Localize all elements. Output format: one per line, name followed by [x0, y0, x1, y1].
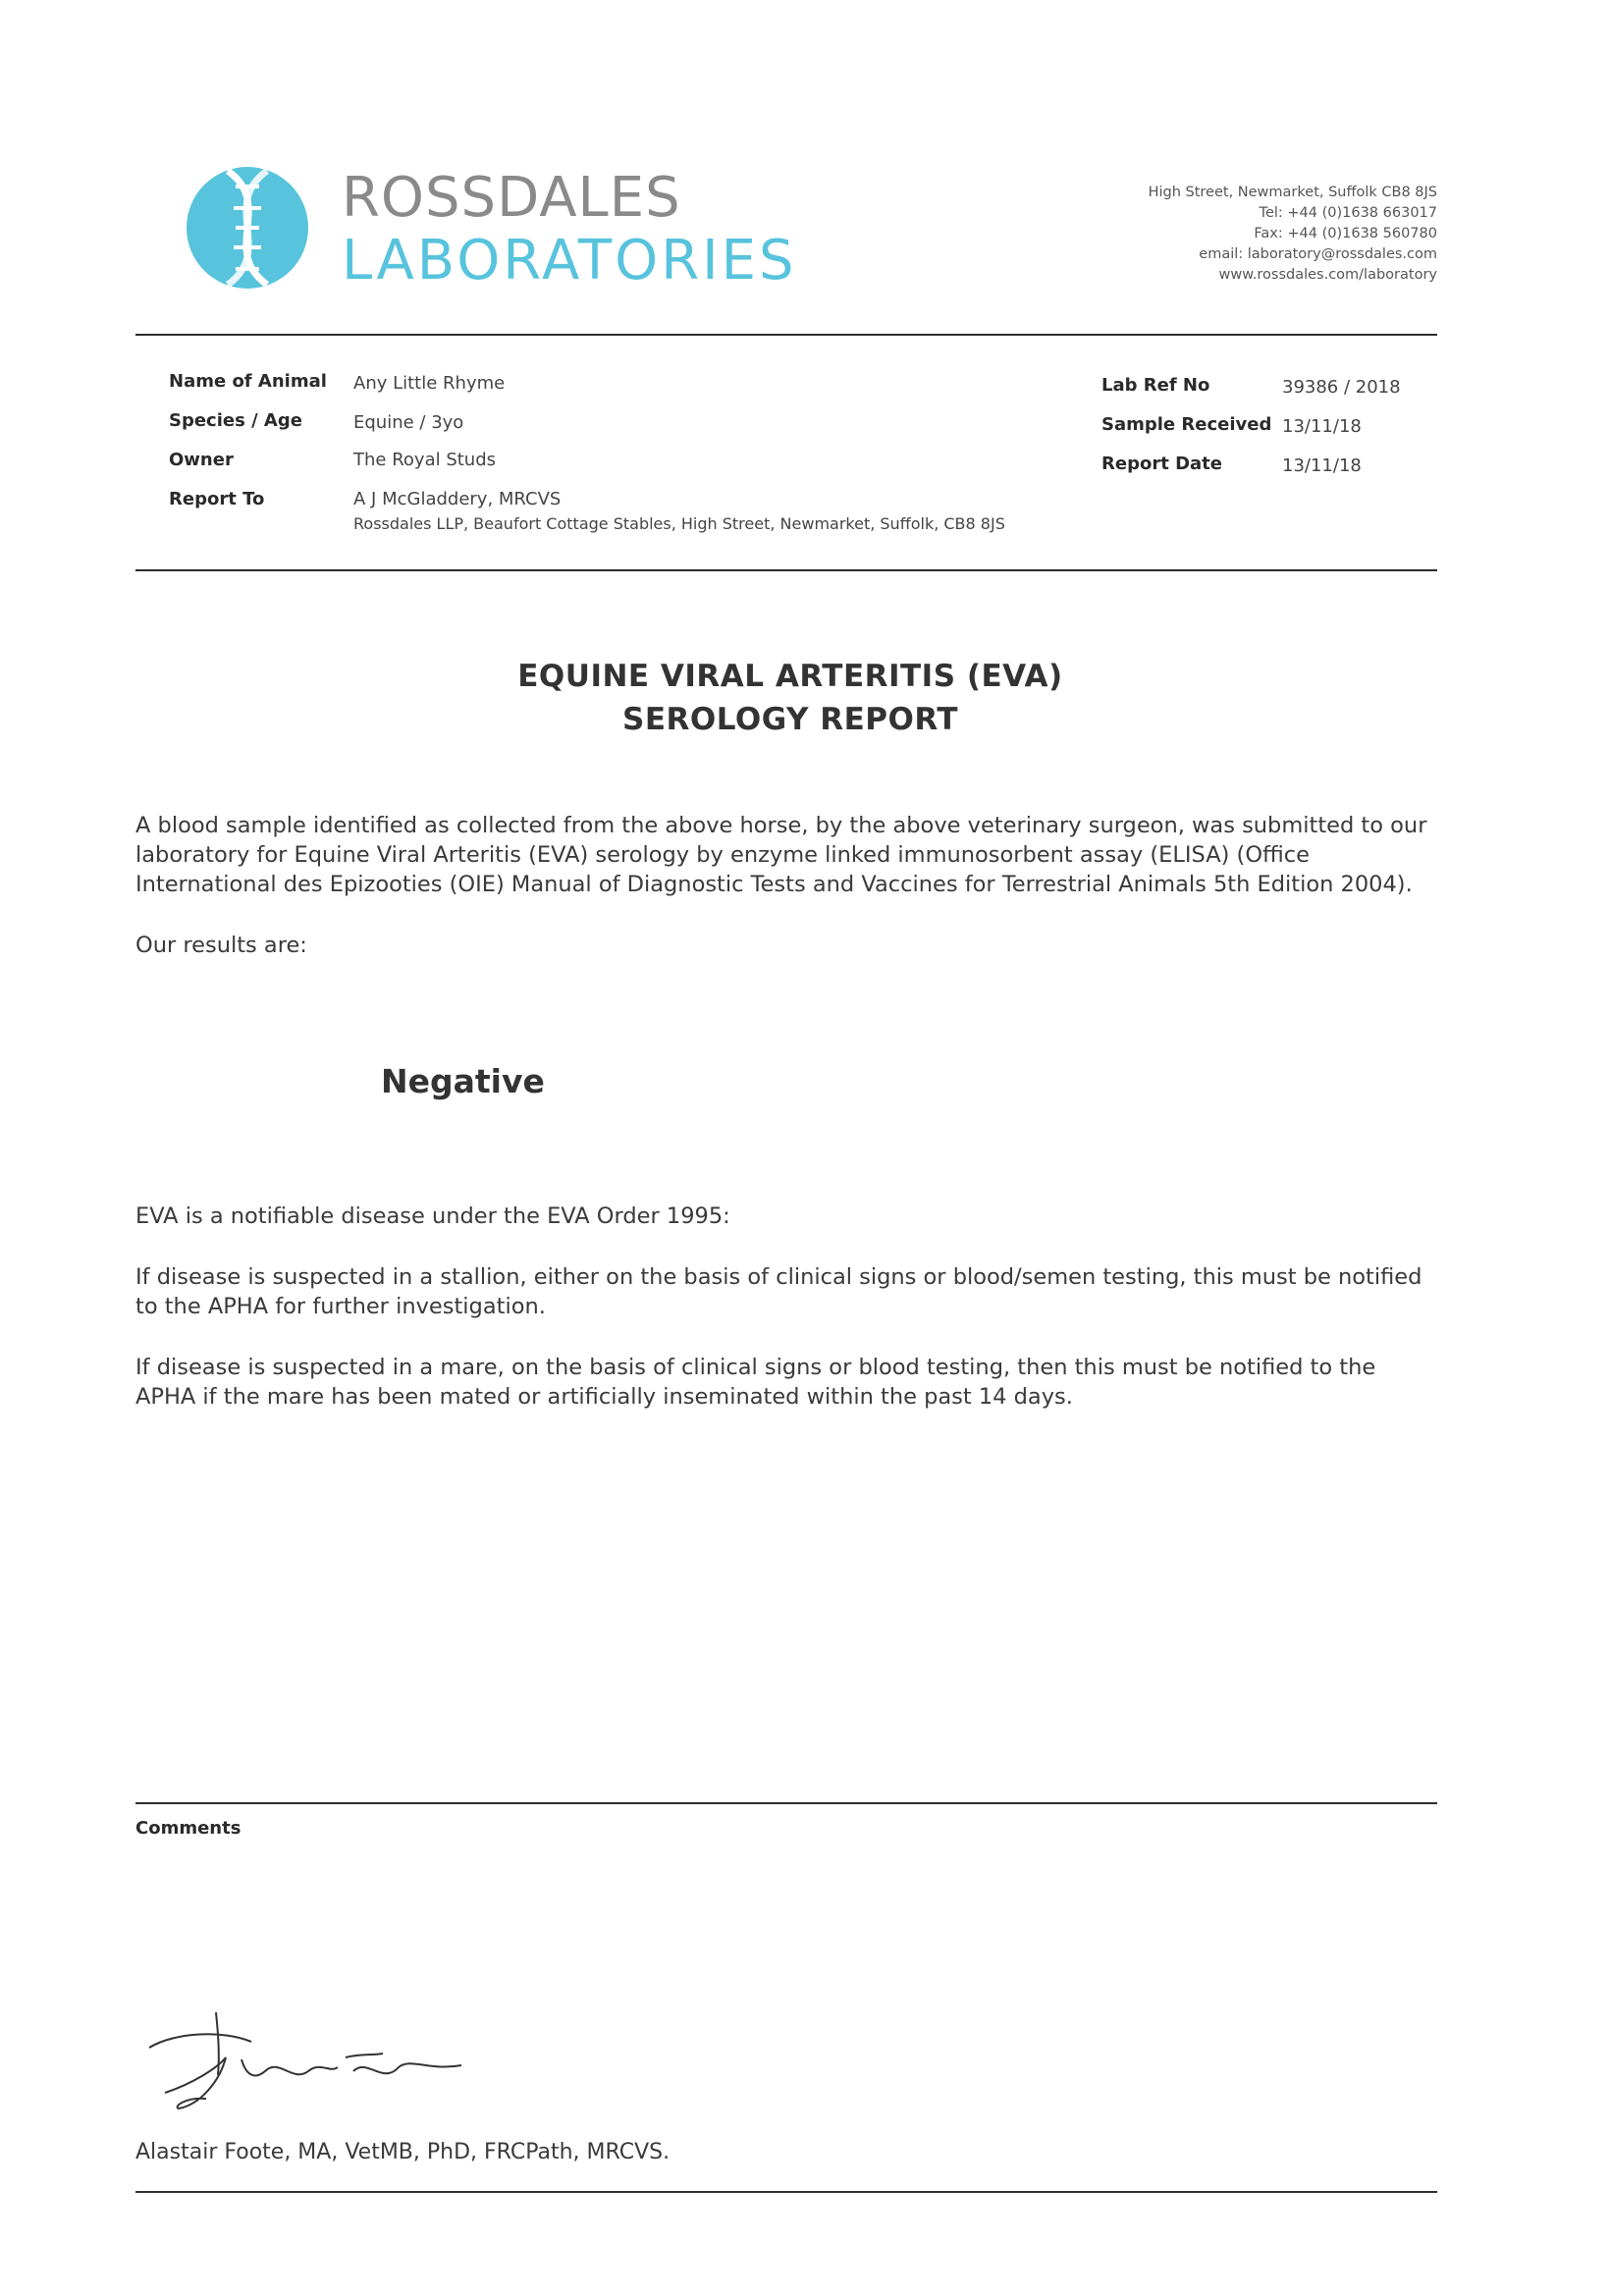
- sample-received-label: Sample Received: [1101, 414, 1272, 435]
- name-of-animal-label: Name of Animal: [169, 371, 327, 392]
- lab-ref-value: 39386 / 2018: [1282, 377, 1401, 398]
- test-result: Negative: [381, 1062, 545, 1100]
- owner-label: Owner: [169, 450, 234, 470]
- sample-received-value: 13/11/18: [1282, 416, 1362, 437]
- report-to-label: Report To: [169, 489, 265, 509]
- owner-value: The Royal Studs: [353, 450, 497, 470]
- brand-name-line2: LABORATORIES: [342, 229, 797, 293]
- report-title-line2: SEROLOGY REPORT: [622, 702, 958, 737]
- mare-note: If disease is suspected in a mare, on the basis of clinical signs or blood testing, then this must be notified to the APHA if the mare has been mated or artificially inseminated within the past 14 days.: [135, 1355, 1376, 1410]
- dna-helix-logo-icon: [185, 165, 310, 291]
- report-date-label: Report Date: [1101, 454, 1222, 474]
- lab-ref-label: Lab Ref No: [1101, 375, 1210, 396]
- signature: [135, 2002, 469, 2130]
- species-age-value: Equine / 3yo: [353, 412, 464, 433]
- address-fax: Fax: +44 (0)1638 560780: [1254, 226, 1437, 241]
- address-email: email: laboratory@rossdales.com: [1199, 246, 1437, 262]
- signer-name: Alastair Foote, MA, VetMB, PhD, FRCPath, MRCVS.: [135, 2140, 671, 2164]
- brand-name-line1: ROSSDALES: [342, 166, 681, 230]
- results-lead: Our results are:: [135, 933, 307, 958]
- address-street: High Street, Newmarket, Suffolk CB8 8JS: [1148, 185, 1437, 200]
- comments-divider: [135, 1802, 1437, 1804]
- address-tel: Tel: +44 (0)1638 663017: [1259, 205, 1437, 221]
- species-age-label: Species / Age: [169, 410, 302, 431]
- name-of-animal-value: Any Little Rhyme: [353, 373, 506, 394]
- footer-divider: [135, 2191, 1437, 2193]
- lab-address-block: [1149, 183, 1437, 286]
- header-divider: [135, 334, 1437, 336]
- comments-label: Comments: [135, 1818, 242, 1839]
- report-date-value: 13/11/18: [1282, 455, 1362, 476]
- report-to-name: A J McGladdery, MRCVS: [353, 489, 562, 509]
- report-title-line1: EQUINE VIRAL ARTERITIS (EVA): [517, 659, 1063, 694]
- info-divider: [135, 569, 1437, 571]
- notifiable-statement: EVA is a notifiable disease under the EVA Order 1995:: [135, 1203, 730, 1229]
- intro-paragraph: A blood sample identified as collected from the above horse, by the above veterinary surgeon, was submitted to our laboratory for Equine Viral Arteritis (EVA) serology by enzyme linked immunosorbent assay (ELISA) (Office International des Epizooties (OIE) Manual of Diagnostic Tests and Vaccines for Terrestrial Animals 5th Edition 2004).: [135, 813, 1427, 897]
- stallion-note: If disease is suspected in a stallion, either on the basis of clinical signs or blood/semen testing, this must be notified to the APHA for further investigation.: [135, 1264, 1422, 1319]
- report-to-address: Rossdales LLP, Beaufort Cottage Stables, High Street, Newmarket, Suffolk, CB8 8JS: [353, 514, 1005, 533]
- address-website: www.rossdales.com/laboratory: [1218, 267, 1437, 283]
